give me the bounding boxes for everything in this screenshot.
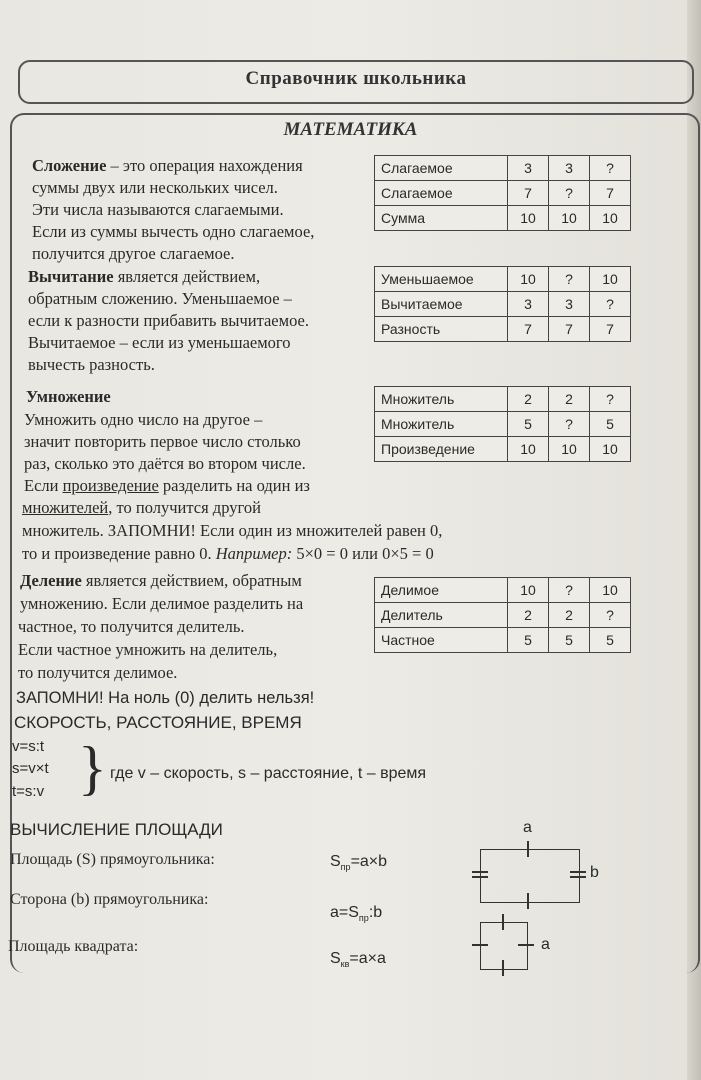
table-row [375, 628, 631, 653]
area-formula [330, 904, 382, 923]
table-cell: ? [549, 412, 590, 437]
multiplication-line-4 [24, 475, 310, 497]
speed-formula-1: v=s:t [12, 738, 45, 755]
rectangle-tick-left [472, 876, 488, 878]
subtraction-term: Вычитание [28, 267, 114, 286]
area-formula [330, 853, 387, 872]
multiplication-line-1: Умножить одно число на другое – [24, 410, 263, 429]
table-cell: Частное [375, 628, 508, 653]
table-cell: Произведение [375, 437, 508, 462]
formula-part: =a×a [349, 950, 386, 967]
division-term: Деление [20, 571, 82, 590]
speed-formula-3: t=s:v [12, 783, 45, 800]
formula-part: S [330, 950, 341, 967]
rectangle-side-b: b [590, 864, 599, 881]
table-cell: 3 [549, 156, 590, 181]
table-row [375, 317, 631, 342]
example-text: 5×0 = 0 или 0×5 = 0 [292, 544, 434, 563]
multiplication-line-2: значит повторить первое число столько [24, 432, 301, 451]
table-cell: 10 [549, 206, 590, 231]
table-cell: 10 [508, 437, 549, 462]
multiplication-line-6: множитель. ЗАПОМНИ! Если один из множителей равен 0, [22, 521, 443, 540]
table-cell: 2 [508, 387, 549, 412]
table-cell: Слагаемое [375, 156, 508, 181]
formula-part: :b [368, 904, 383, 921]
table-cell: Вычитаемое [375, 292, 508, 317]
table-cell: Разность [375, 317, 508, 342]
division-warning: ЗАПОМНИ! На ноль (0) делить нельзя! [16, 689, 315, 707]
table-cell: ? [549, 181, 590, 206]
formula-part: =a×b [350, 853, 388, 870]
table-row [375, 181, 631, 206]
multiplication-line-5 [22, 497, 261, 519]
table-cell: 10 [508, 267, 549, 292]
multiplication-text: то и произведение равно 0. [22, 544, 216, 563]
table-row [375, 437, 631, 462]
table-cell: 10 [590, 267, 631, 292]
square-tick-left [472, 944, 488, 946]
table-cell: 3 [508, 156, 549, 181]
table-cell: 7 [549, 317, 590, 342]
header-title: Справочник школьника [245, 68, 467, 89]
table-row [375, 412, 631, 437]
addition-line-4: Если из суммы вычесть одно слагаемое, [32, 222, 315, 241]
table-cell: ? [549, 267, 590, 292]
area-heading: ВЫЧИСЛЕНИЕ ПЛОЩАДИ [10, 820, 223, 839]
table-cell: Слагаемое [375, 181, 508, 206]
table-cell: 10 [590, 437, 631, 462]
product-underlined: произведение [62, 476, 159, 495]
table-row [375, 267, 631, 292]
subtraction-line-5: вычесть разность. [28, 355, 155, 374]
table-row [375, 156, 631, 181]
area-row-label: Площадь (S) прямоугольника: [10, 851, 215, 868]
table-cell: Уменьшаемое [375, 267, 508, 292]
rectangle-tick-right [570, 871, 586, 873]
table-cell: 5 [590, 412, 631, 437]
table-cell: ? [590, 387, 631, 412]
area-formula [330, 950, 386, 969]
division-line-2: умножению. Если делимое разделить на [20, 594, 304, 613]
addition-term: Сложение [32, 156, 107, 175]
division-line-5: то получится делимое. [18, 663, 178, 682]
speed-heading: СКОРОСТЬ, РАССТОЯНИЕ, ВРЕМЯ [14, 713, 302, 732]
square-side-a: a [541, 936, 550, 953]
division-table [374, 577, 631, 653]
table-row [375, 578, 631, 603]
multiplication-line-3: раз, сколько это даётся во втором числе. [24, 454, 306, 473]
table-cell: Сумма [375, 206, 508, 231]
table-cell: ? [590, 603, 631, 628]
addition-text: – это операция нахождения [106, 156, 303, 175]
table-cell: 10 [590, 578, 631, 603]
example-label: Например: [215, 544, 293, 563]
table-cell: 7 [590, 317, 631, 342]
rectangle-tick-top [527, 841, 529, 857]
formula-part: a=S [330, 904, 359, 921]
area-row-label: Сторона (b) прямоугольника: [10, 891, 209, 908]
curly-brace: } [78, 735, 107, 801]
addition-line-1 [32, 155, 303, 177]
table-cell: 2 [508, 603, 549, 628]
table-cell: 7 [508, 317, 549, 342]
subtraction-table [374, 266, 631, 342]
multiplication-term: Умножение [26, 387, 111, 406]
rectangle-figure [480, 849, 580, 903]
formula-subscript: пр [358, 913, 369, 924]
table-cell: 10 [590, 206, 631, 231]
table-cell: 7 [508, 181, 549, 206]
table-cell: 5 [508, 412, 549, 437]
square-tick-top [502, 914, 504, 930]
multiplication-heading [26, 386, 111, 408]
formula-subscript: кв [340, 959, 350, 970]
subtraction-line-2: обратным сложению. Уменьшаемое – [28, 289, 292, 308]
multiplication-table [374, 386, 631, 462]
table-row [375, 603, 631, 628]
addition-line-3: Эти числа называются слагаемыми. [32, 200, 284, 219]
rectangle-side-a: a [523, 819, 532, 836]
speed-explanation: где v – скорость, s – расстояние, t – время [110, 765, 427, 782]
rectangle-tick-left [472, 871, 488, 873]
table-cell: 2 [549, 387, 590, 412]
multiplication-text: , то получится другой [108, 498, 261, 517]
subtraction-line-4: Вычитаемое – если из уменьшаемого [28, 333, 291, 352]
addition-table [374, 155, 631, 231]
area-row-label: Площадь квадрата: [8, 938, 139, 955]
table-row [375, 206, 631, 231]
addition-line-2: суммы двух или нескольких чисел. [32, 178, 278, 197]
division-text: является действием, обратным [81, 571, 302, 590]
multiplication-text: разделить на один из [158, 476, 310, 495]
table-row [375, 292, 631, 317]
table-cell: 5 [549, 628, 590, 653]
addition-line-5: получится другое слагаемое. [32, 244, 235, 263]
table-cell: 2 [549, 603, 590, 628]
table-cell: 5 [508, 628, 549, 653]
multiplication-line-7 [22, 543, 434, 565]
square-tick-bottom [502, 960, 504, 976]
table-cell: 10 [508, 578, 549, 603]
square-figure [480, 922, 528, 970]
table-cell: Множитель [375, 412, 508, 437]
division-line-4: Если частное умножить на делитель, [18, 640, 278, 659]
table-cell: ? [549, 578, 590, 603]
factors-underlined: множителей [22, 498, 109, 517]
subtraction-text: является действием, [113, 267, 261, 286]
rectangle-tick-bottom [527, 893, 529, 909]
table-cell: 10 [549, 437, 590, 462]
speed-formula-2: s=v×t [12, 760, 49, 777]
table-cell: ? [590, 292, 631, 317]
table-row [375, 387, 631, 412]
section-title: МАТЕМАТИКА [283, 119, 418, 140]
square-tick-right [518, 944, 534, 946]
table-cell: Множитель [375, 387, 508, 412]
subtraction-line-3: если к разности прибавить вычитаемое. [28, 311, 309, 330]
rectangle-tick-right [570, 876, 586, 878]
header-frame [18, 60, 694, 104]
division-line-3: частное, то получится делитель. [18, 617, 245, 636]
table-cell: 3 [508, 292, 549, 317]
table-cell: 10 [508, 206, 549, 231]
table-cell: Делимое [375, 578, 508, 603]
table-cell: 3 [549, 292, 590, 317]
multiplication-text: Если [24, 476, 63, 495]
subtraction-line-1 [28, 266, 260, 288]
division-line-1 [20, 570, 302, 592]
table-cell: 7 [590, 181, 631, 206]
formula-part: S [330, 853, 341, 870]
table-cell: Делитель [375, 603, 508, 628]
formula-subscript: пр [340, 862, 351, 873]
table-cell: 5 [590, 628, 631, 653]
table-cell: ? [590, 156, 631, 181]
